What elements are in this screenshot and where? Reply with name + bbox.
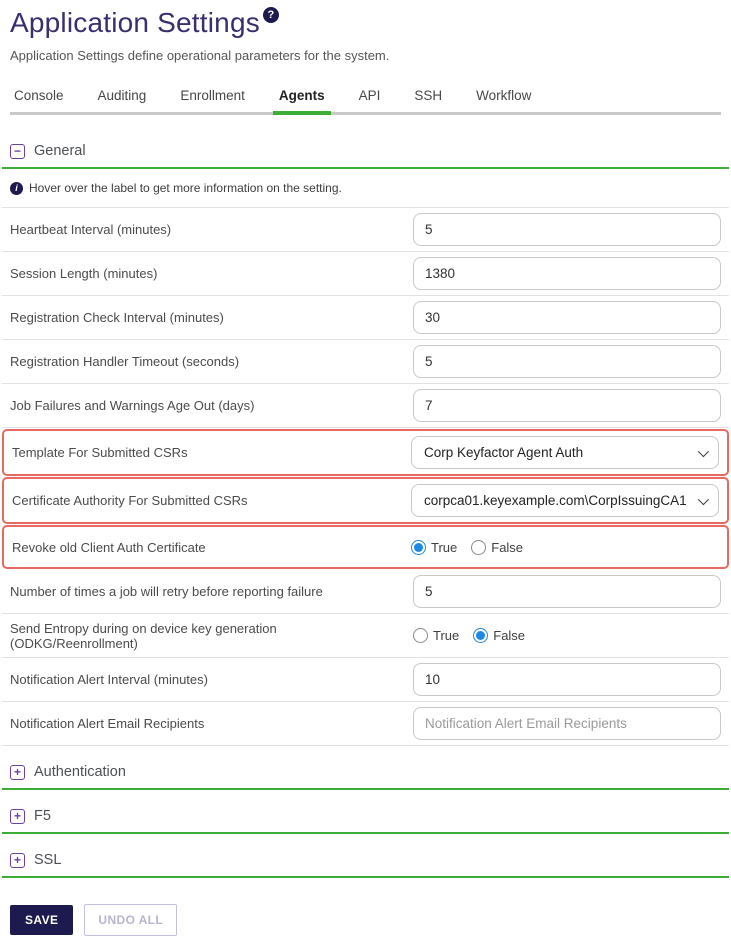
- registration-handler-timeout-input[interactable]: [413, 345, 721, 378]
- chevron-down-icon: [698, 493, 709, 504]
- section-header-f5[interactable]: [2, 802, 729, 834]
- page-title: [10, 6, 721, 40]
- tab-bar: [10, 84, 721, 115]
- setting-label: Job Failures and Warnings Age Out (days): [10, 398, 255, 413]
- tab-console[interactable]: Console: [14, 88, 64, 103]
- setting-label: Number of times a job will retry before reporting failure: [10, 584, 323, 599]
- certificate-authority-select[interactable]: [411, 484, 719, 517]
- radio-option-true[interactable]: [413, 628, 459, 643]
- radio-label: False: [493, 628, 526, 643]
- section-title-general: General: [34, 143, 86, 159]
- setting-row-notification-alert-interval: [2, 658, 729, 702]
- setting-row-session-length: [2, 252, 729, 296]
- notification-alert-interval-input[interactable]: [413, 663, 721, 696]
- info-note-text: Hover over the label to get more information on the setting.: [29, 181, 342, 195]
- template-csr-select[interactable]: [411, 436, 719, 469]
- setting-label: Notification Alert Interval (minutes): [10, 672, 208, 687]
- section-header-general[interactable]: [2, 137, 729, 169]
- undo-all-button[interactable]: UNDO ALL: [84, 904, 177, 936]
- section-header-ssl[interactable]: [2, 846, 729, 878]
- expand-icon[interactable]: +: [10, 809, 25, 824]
- setting-label: Registration Check Interval (minutes): [10, 310, 224, 325]
- registration-check-interval-input[interactable]: [413, 301, 721, 334]
- info-note: [2, 169, 729, 208]
- setting-label: Registration Handler Timeout (seconds): [10, 354, 240, 369]
- setting-row-heartbeat-interval: [2, 208, 729, 252]
- setting-row-certificate-authority-csrs: [2, 477, 729, 524]
- radio-icon[interactable]: [473, 628, 488, 643]
- revoke-old-client-auth-radio-group: [411, 540, 523, 555]
- heartbeat-interval-input[interactable]: [413, 213, 721, 246]
- radio-icon[interactable]: [411, 540, 426, 555]
- save-button[interactable]: SAVE: [10, 905, 73, 935]
- footer-actions: [2, 904, 729, 936]
- job-retry-count-input[interactable]: [413, 575, 721, 608]
- setting-row-template-for-csrs: [2, 429, 729, 476]
- setting-row-send-entropy: [2, 614, 729, 658]
- tab-agents[interactable]: Agents: [277, 84, 327, 112]
- setting-label: Certificate Authority For Submitted CSRs: [12, 493, 248, 508]
- tab-auditing[interactable]: Auditing: [97, 88, 147, 103]
- section-title-ssl: SSL: [34, 852, 62, 868]
- setting-label: Session Length (minutes): [10, 266, 158, 281]
- section-title-authentication: Authentication: [34, 764, 126, 780]
- setting-label: Template For Submitted CSRs: [12, 445, 188, 460]
- tab-api[interactable]: API: [358, 88, 381, 103]
- notification-alert-recipients-input[interactable]: [413, 707, 721, 740]
- setting-row-registration-handler-timeout: [2, 340, 729, 384]
- select-value: Corp Keyfactor Agent Auth: [424, 445, 584, 460]
- setting-label: Heartbeat Interval (minutes): [10, 222, 172, 237]
- radio-label: True: [433, 628, 460, 643]
- info-icon: i: [10, 182, 23, 195]
- radio-icon[interactable]: [471, 540, 486, 555]
- setting-label: Send Entropy during on device key generation (ODKG/Reenrollment): [10, 620, 277, 651]
- radio-option-false[interactable]: [473, 628, 525, 643]
- collapse-icon[interactable]: −: [10, 144, 25, 159]
- radio-label: True: [431, 539, 458, 555]
- expand-icon[interactable]: +: [10, 853, 25, 868]
- select-value: corpca01.keyexample.com\CorpIssuingCA1: [424, 493, 687, 508]
- radio-icon[interactable]: [413, 628, 428, 643]
- section-title-f5: F5: [34, 808, 51, 824]
- setting-row-job-retry-count: [2, 570, 729, 614]
- send-entropy-radio-group: [413, 628, 525, 643]
- tab-workflow[interactable]: Workflow: [476, 88, 532, 103]
- setting-label: Revoke old Client Auth Certificate: [12, 539, 206, 555]
- setting-row-notification-alert-recipients: [2, 702, 729, 746]
- page-title-text: Application Settings: [10, 7, 260, 38]
- help-icon[interactable]: ?: [263, 7, 279, 23]
- job-failures-age-out-input[interactable]: [413, 389, 721, 422]
- radio-label: False: [491, 539, 524, 555]
- chevron-down-icon: [698, 445, 709, 456]
- radio-option-false[interactable]: [471, 540, 523, 555]
- tab-ssh[interactable]: SSH: [414, 88, 443, 103]
- setting-row-job-failures-age-out: [2, 384, 729, 428]
- setting-row-revoke-old-client-auth: [2, 525, 729, 569]
- setting-label: Notification Alert Email Recipients: [10, 716, 205, 731]
- session-length-input[interactable]: [413, 257, 721, 290]
- setting-row-registration-check-interval: [2, 296, 729, 340]
- tab-enrollment[interactable]: Enrollment: [180, 88, 245, 103]
- page-subtitle: Application Settings define operational parameters for the system.: [10, 48, 390, 63]
- section-header-authentication[interactable]: [2, 758, 729, 790]
- radio-option-true[interactable]: [411, 540, 457, 555]
- expand-icon[interactable]: +: [10, 765, 25, 780]
